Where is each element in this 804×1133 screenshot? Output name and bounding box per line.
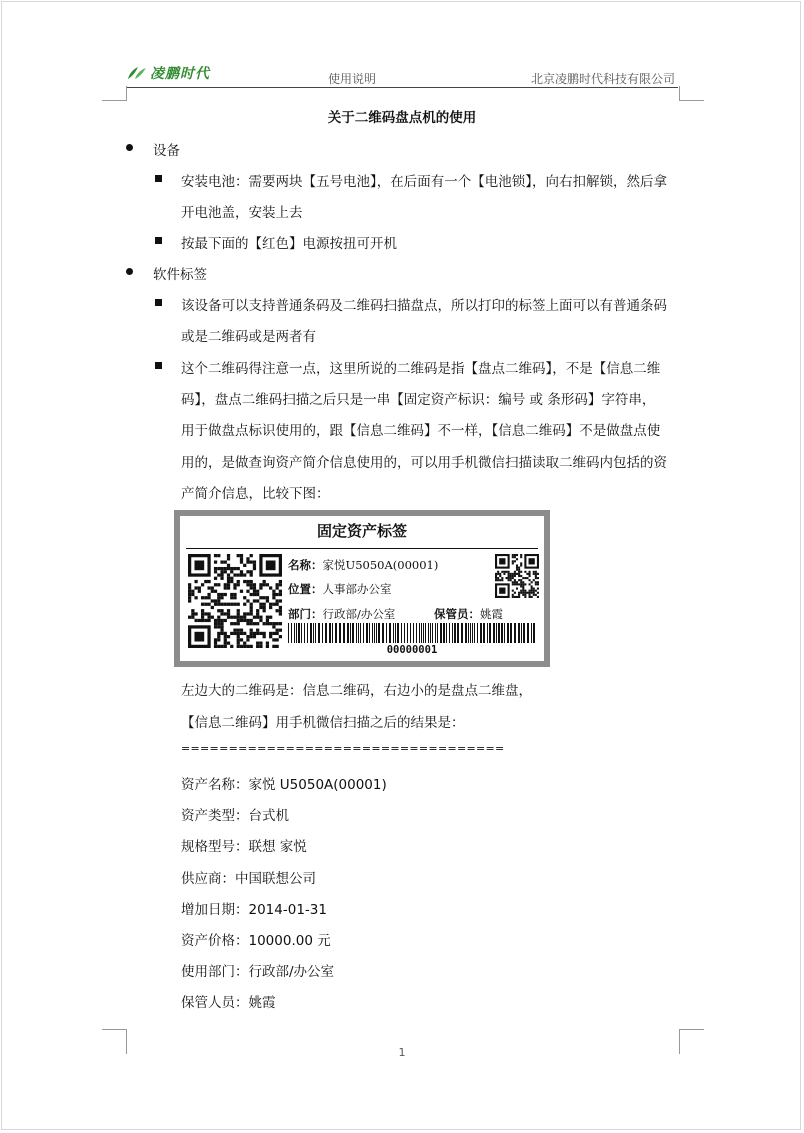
label-dept-key: 部门：: [288, 607, 323, 621]
label-name-value: 家悦U5050A(00001): [322, 558, 439, 572]
result-line: 资产价格：10000.00 元: [181, 933, 331, 949]
label-title: 固定资产标签: [316, 522, 407, 540]
document-title: 关于二维码盘点机的使用: [327, 110, 477, 126]
paragraph-line: 或是二维码或是两者有: [181, 329, 316, 345]
label-title-rule: [186, 548, 538, 549]
result-line: 使用部门：行政部/办公室: [181, 964, 335, 980]
separator-line: ==================================: [181, 742, 505, 755]
result-line: 资产类型：台式机: [181, 808, 289, 824]
result-line: 增加日期：2014-01-31: [181, 902, 327, 918]
result-line: 资产名称：家悦 U5050A(00001): [181, 777, 387, 793]
leaf-logo-icon: [126, 65, 148, 81]
paragraph-line: 码】，盘点二维码扫描之后只是一串【固定资产标识：编号 或 条形码】字符串，: [181, 392, 656, 408]
label-name-key: 名称：: [288, 558, 323, 572]
margin-mark-top-left: [102, 86, 127, 101]
company-logo: [126, 63, 210, 83]
result-line: 规格型号：联想 家悦: [181, 839, 307, 855]
header-company: 北京凌鹏时代科技有限公司: [530, 72, 675, 86]
paragraph-line: 安装电池：需要两块【五号电池】，在后面有一个【电池锁】，向右扣解锁，然后拿: [181, 174, 667, 190]
paragraph-line: 用于做盘点标识使用的，跟【信息二维码】不一样，【信息二维码】不是做盘点使: [181, 423, 661, 439]
paragraph-line: 这个二维码得注意一点，这里所说的二维码是指【盘点二维码】，不是【信息二维: [181, 361, 661, 377]
inventory-qr-code-icon: [495, 554, 539, 598]
barcode-icon: [288, 623, 536, 643]
label-location-field: [288, 581, 392, 597]
logo-text: 凌鹏时代: [150, 66, 210, 82]
label-location-value: 人事部办公室: [322, 582, 392, 596]
label-location-key: 位置：: [288, 582, 323, 596]
bullet-dot: [126, 144, 133, 151]
section-heading: 软件标签: [153, 267, 207, 283]
label-keeper-field: [434, 606, 503, 622]
paragraph-line: 产简介信息，比较下图：: [181, 486, 330, 502]
label-name-field: [288, 557, 438, 573]
label-keeper-key: 保管员：: [434, 607, 480, 621]
bullet-square: [155, 362, 162, 369]
header-doc-type: 使用说明: [328, 72, 377, 86]
section-heading: 设备: [153, 143, 180, 159]
header-rule: [126, 87, 678, 88]
result-line: 保管人员：姚霞: [181, 995, 276, 1011]
bullet-square: [155, 299, 162, 306]
label-dept-field: [288, 606, 395, 622]
label-keeper-value: 姚霞: [480, 607, 503, 621]
paragraph-line: 按最下面的【红色】电源按扭可开机: [181, 236, 397, 252]
info-qr-code-icon: [188, 554, 282, 648]
paragraph-line: 该设备可以支持普通条码及二维码扫描盘点，所以打印的标签上面可以有普通条码: [181, 298, 667, 314]
page-number: 1: [398, 1046, 406, 1059]
paragraph-line: 用的，是做查询资产简介信息使用的，可以用手机微信扫描读取二维码内包括的资: [181, 455, 667, 471]
bullet-square: [155, 237, 162, 244]
bullet-square: [155, 175, 162, 182]
barcode-number: 00000001: [386, 644, 438, 656]
asset-label: [180, 516, 544, 661]
paragraph-line: 【信息二维码】用手机微信扫描之后的结果是：: [181, 715, 465, 731]
paragraph-line: 开电池盖，安装上去: [181, 205, 303, 221]
paragraph-line: 左边大的二维码是：信息二维码，右边小的是盘点二维盘，: [181, 683, 532, 699]
asset-label-image: [174, 510, 550, 667]
result-line: 供应商：中国联想公司: [181, 871, 316, 887]
label-dept-value: 行政部/办公室: [322, 607, 396, 621]
margin-mark-top-right: [679, 86, 704, 101]
bullet-dot: [126, 268, 133, 275]
